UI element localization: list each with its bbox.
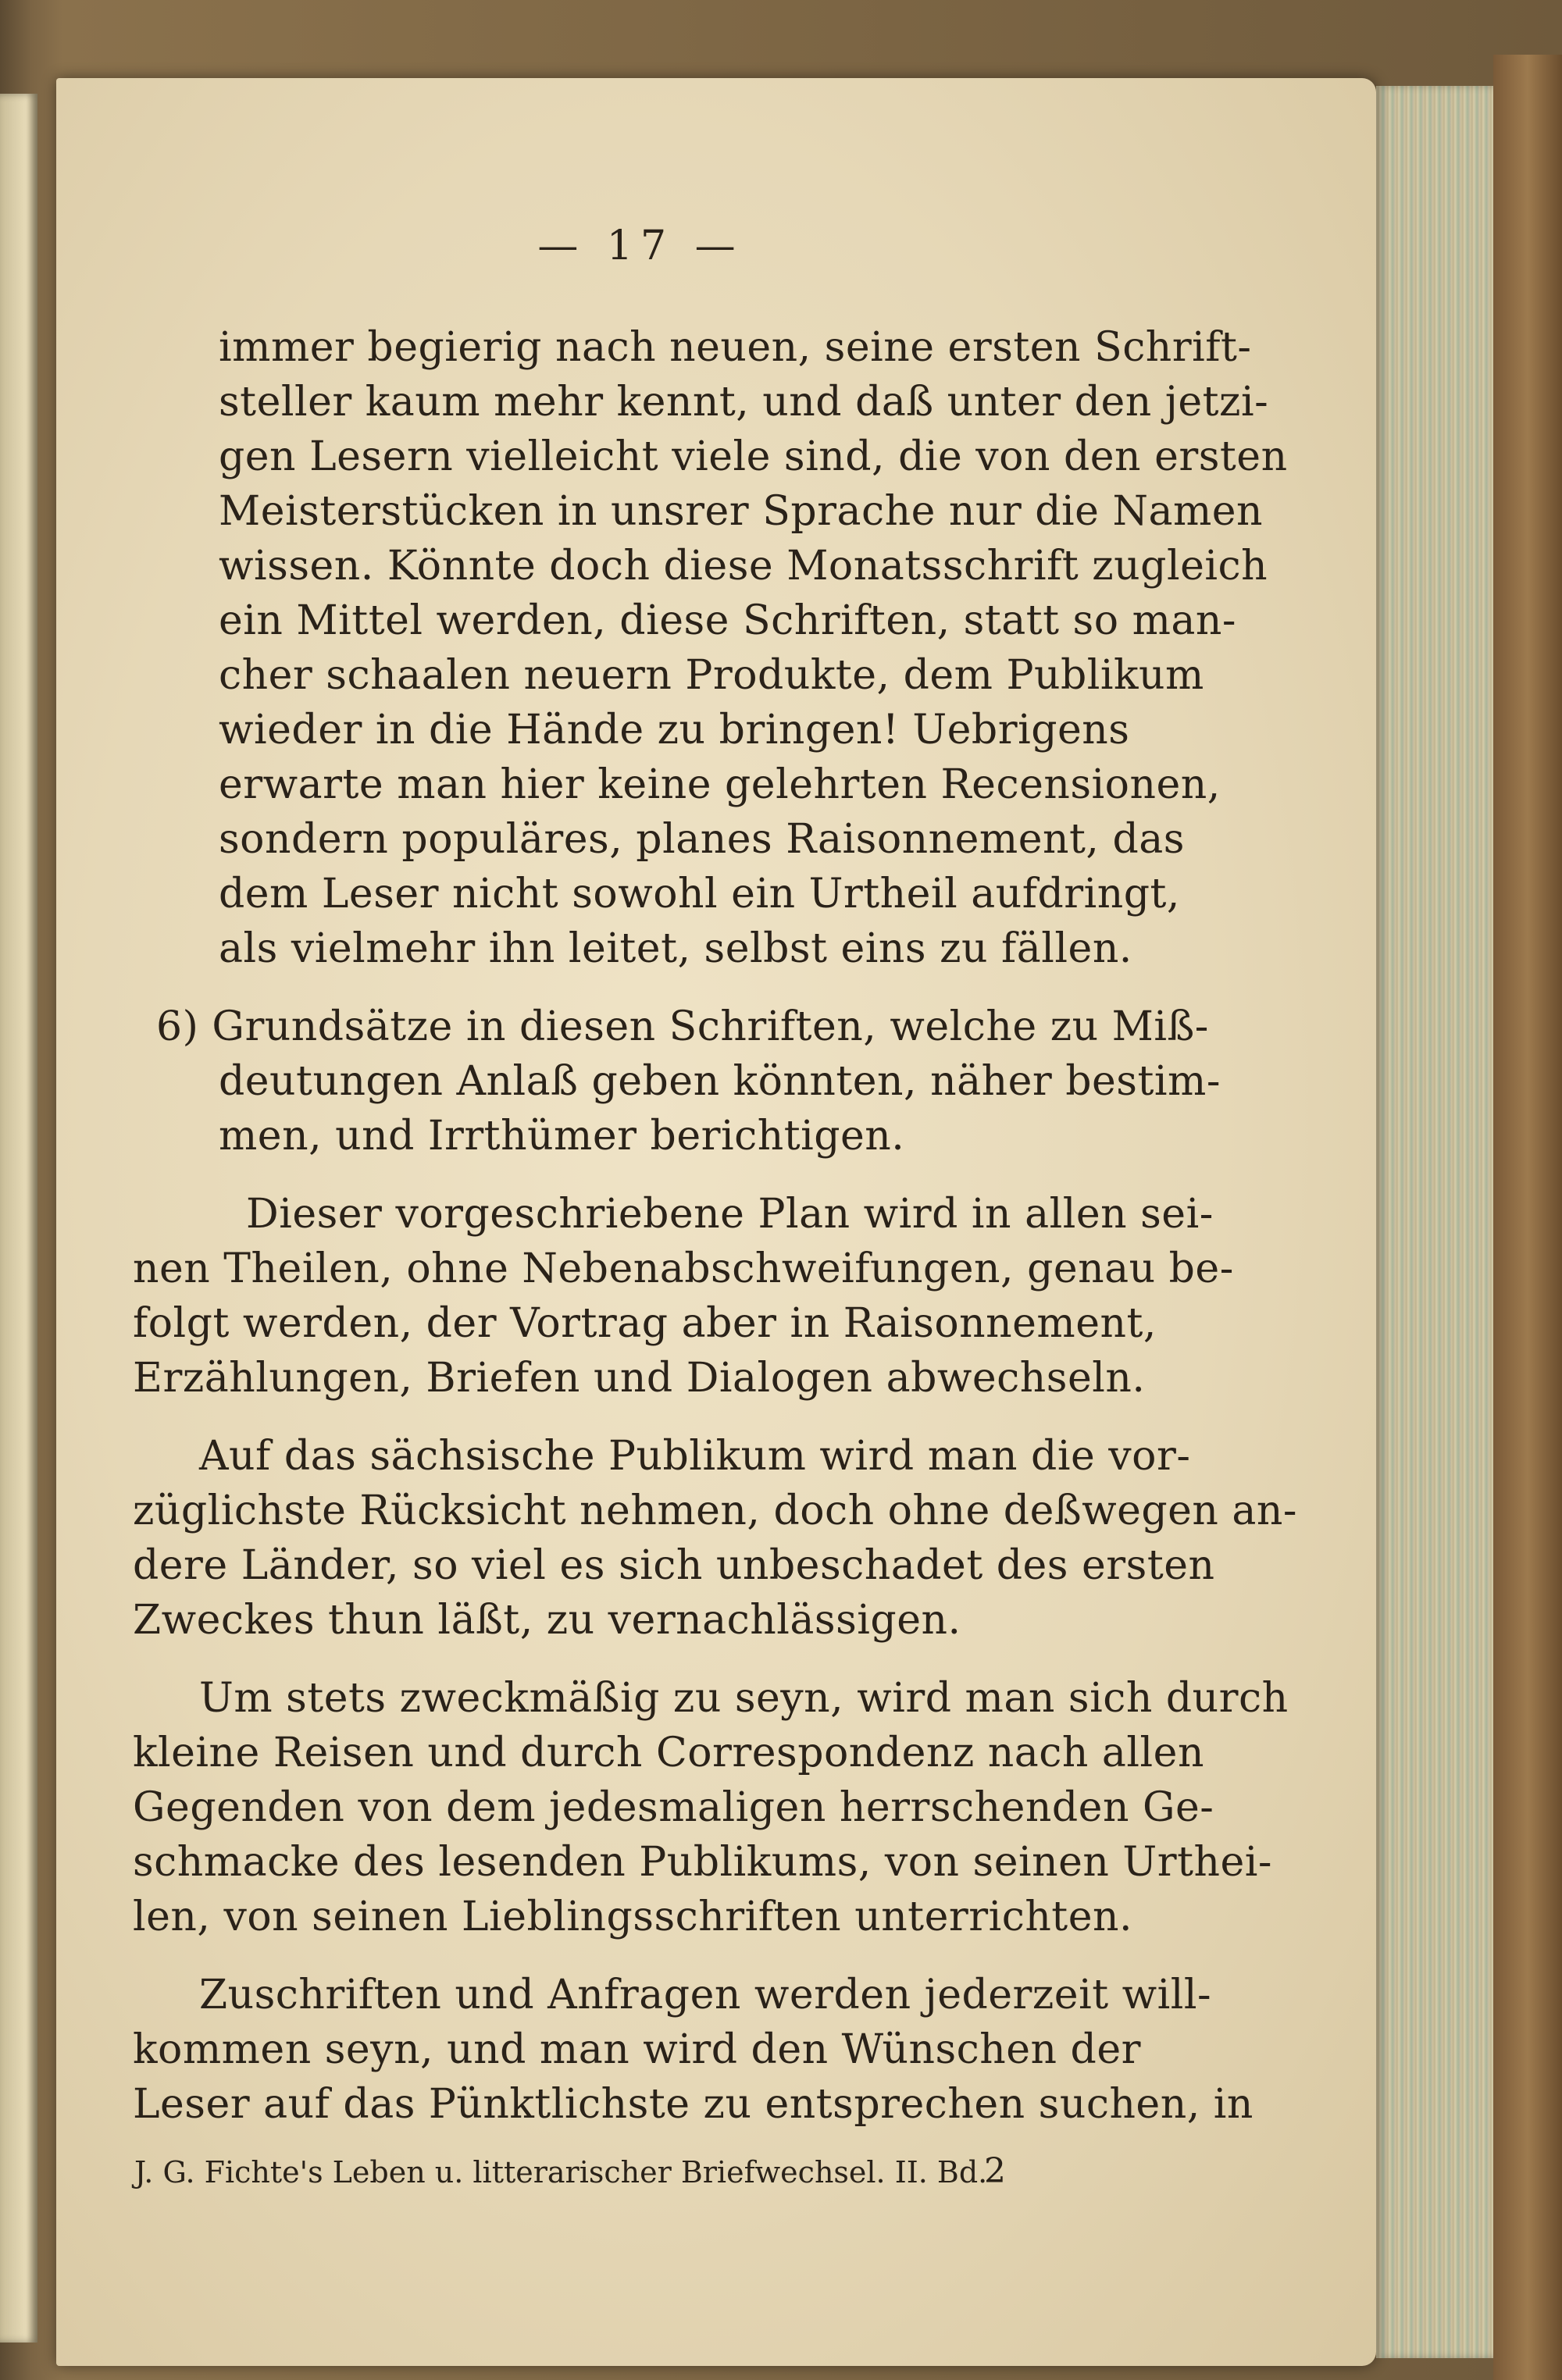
paragraph-line: folgt werden, der Vortrag aber in Raisonnement, xyxy=(133,1300,1157,1347)
paragraph-line: Um stets zweckmäßig zu seyn, wird man sich durch xyxy=(199,1675,1289,1722)
body-line: dem Leser nicht sowohl ein Urtheil aufdringt, xyxy=(219,871,1180,917)
page-footer: J. G. Fichte's Leben u. litterarischer Briefwechsel. II. Bd. xyxy=(134,2155,988,2189)
body-line: immer begierig nach neuen, seine ersten Schrift- xyxy=(219,324,1252,371)
body-line: wissen. Könnte doch diese Monatsschrift zugleich xyxy=(219,543,1268,590)
paragraph-line: Gegenden von dem jedesmaligen herrschenden Ge- xyxy=(133,1784,1214,1831)
list-item-line: 6) Grundsätze in diesen Schriften, welche zu Miß- xyxy=(156,1003,1209,1050)
body-line: ein Mittel werden, diese Schriften, statt so man- xyxy=(219,597,1236,644)
paragraph-line: Dieser vorgeschriebene Plan wird in allen sei- xyxy=(246,1191,1214,1238)
list-item-line: deutungen Anlaß geben könnten, näher bestim- xyxy=(219,1058,1221,1105)
body-line: steller kaum mehr kennt, und daß unter den jetzi- xyxy=(219,379,1269,426)
body-line: cher schaalen neuern Produkte, dem Publikum xyxy=(219,652,1204,699)
book-cover-edge xyxy=(1493,55,1562,2380)
body-line: Meisterstücken in unsrer Sprache nur die Namen xyxy=(219,488,1264,535)
paragraph-line: Zuschriften und Anfragen werden jederzeit will- xyxy=(199,1972,1212,2018)
paragraph-line: Erzählungen, Briefen und Dialogen abwechseln. xyxy=(133,1355,1146,1402)
page-fore-edge xyxy=(1376,86,1493,2358)
list-item-line: men, und Irrthümer berichtigen. xyxy=(219,1113,905,1160)
paragraph-line: kleine Reisen und durch Correspondenz nach allen xyxy=(133,1730,1204,1776)
body-line: sondern populäres, planes Raisonnement, das xyxy=(219,816,1185,863)
signature-mark: 2 xyxy=(984,2151,1006,2191)
body-line: als vielmehr ihn leitet, selbst eins zu fällen. xyxy=(219,925,1132,972)
paragraph-line: dere Länder, so viel es sich unbeschadet des ersten xyxy=(133,1542,1215,1589)
body-line: wieder in die Hände zu bringen! Uebrigens xyxy=(219,707,1130,754)
body-line: gen Lesern vielleicht viele sind, die von den ersten xyxy=(219,433,1288,480)
paragraph-line: züglichste Rücksicht nehmen, doch ohne deßwegen an- xyxy=(133,1488,1297,1534)
paragraph-line: nen Theilen, ohne Nebenabschweifungen, genau be- xyxy=(133,1245,1234,1292)
paragraph-line: Leser auf das Pünktlichste zu entsprechen suchen, in xyxy=(133,2081,1254,2128)
paragraph-line: Zweckes thun läßt, zu vernachlässigen. xyxy=(133,1597,961,1644)
paragraph-line: len, von seinen Lieblingsschriften unterrichten. xyxy=(133,1894,1132,1940)
paragraph-line: schmacke des lesenden Publikums, von seinen Urthei- xyxy=(133,1839,1272,1886)
left-page-edge xyxy=(0,94,37,2343)
paragraph-line: kommen seyn, und man wird den Wünschen der xyxy=(133,2026,1141,2073)
paragraph-line: Auf das sächsische Publikum wird man die vor- xyxy=(199,1433,1191,1480)
page-header: — 17 — xyxy=(537,223,744,269)
body-line: erwarte man hier keine gelehrten Recensionen, xyxy=(219,761,1221,808)
